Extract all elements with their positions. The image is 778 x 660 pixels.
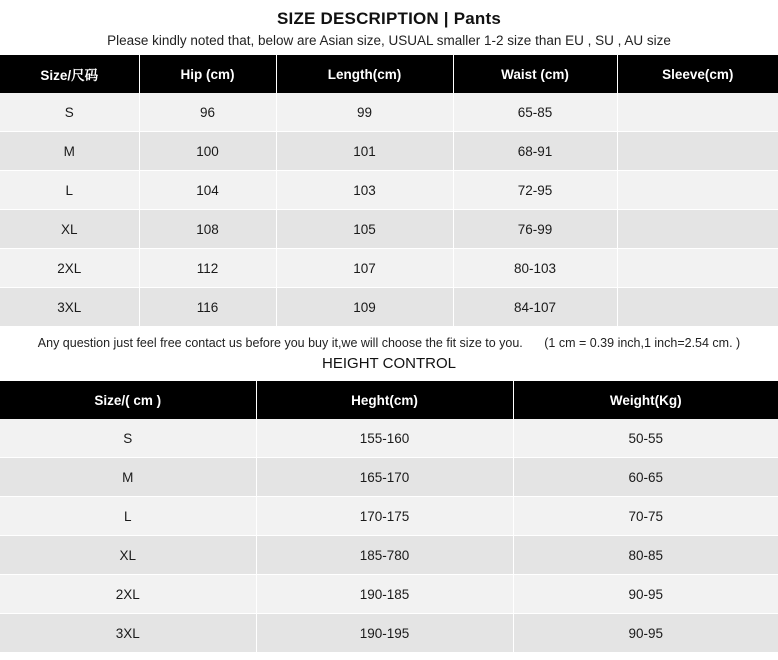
table-row [0,171,778,210]
cell-hip: 108 [139,210,276,249]
pants-size-table [0,55,778,327]
column-header-size: Size/( cm ) [0,381,256,419]
cell-sleeve [617,171,778,210]
cell-length: 109 [276,288,453,327]
cell-height: 170-175 [256,497,513,536]
footnote-text: Any question just feel free contact us before you buy it,we will choose the fit size to you. [37,336,523,350]
column-header-waist: Waist (cm) [453,55,617,93]
cell-length: 105 [276,210,453,249]
cell-sleeve [617,93,778,132]
cell-size: L [0,171,139,210]
cell-weight: 90-95 [513,614,778,653]
table-header-row [0,381,778,419]
cell-length: 103 [276,171,453,210]
cell-height: 190-195 [256,614,513,653]
cell-hip: 104 [139,171,276,210]
table-row [0,497,778,536]
table-row [0,210,778,249]
cell-weight: 80-85 [513,536,778,575]
cell-size: S [0,419,256,458]
page-title: SIZE DESCRIPTION | Pants [277,9,501,28]
cell-size: 2XL [0,575,256,614]
cell-length: 99 [276,93,453,132]
table-row [0,575,778,614]
height-control-table [0,381,778,653]
table-row [0,132,778,171]
cell-size: XL [0,536,256,575]
cell-size: L [0,497,256,536]
column-header-hip: Hip (cm) [139,55,276,93]
table-row [0,614,778,653]
cell-sleeve [617,210,778,249]
cell-weight: 60-65 [513,458,778,497]
cell-sleeve [617,288,778,327]
cell-waist: 72-95 [453,171,617,210]
cell-size: M [0,458,256,497]
cell-size: S [0,93,139,132]
column-header-height: Heght(cm) [256,381,513,419]
cell-sleeve [617,132,778,171]
cell-hip: 112 [139,249,276,288]
cell-size: 3XL [0,614,256,653]
column-header-weight: Weight(Kg) [513,381,778,419]
cell-weight: 50-55 [513,419,778,458]
cell-length: 107 [276,249,453,288]
cell-height: 185-780 [256,536,513,575]
cell-weight: 70-75 [513,497,778,536]
table-row [0,288,778,327]
cell-hip: 96 [139,93,276,132]
cell-size: 2XL [0,249,139,288]
table-row [0,419,778,458]
cell-height: 155-160 [256,419,513,458]
cell-size: XL [0,210,139,249]
cell-waist: 76-99 [453,210,617,249]
height-control-title: HEIGHT CONTROL [322,355,456,372]
unit-conversion-note: (1 cm = 0.39 inch,1 inch=2.54 cm. ) [544,336,741,350]
size-note: Please kindly noted that, below are Asian size, USUAL smaller 1-2 size than EU , SU , AU size [107,33,671,48]
column-header-length: Length(cm) [276,55,453,93]
table-header-row [0,55,778,93]
table-row [0,93,778,132]
cell-sleeve [617,249,778,288]
cell-hip: 116 [139,288,276,327]
cell-size: 3XL [0,288,139,327]
column-header-sleeve: Sleeve(cm) [617,55,778,93]
cell-waist: 80-103 [453,249,617,288]
table-row [0,249,778,288]
footnote [0,327,778,352]
cell-hip: 100 [139,132,276,171]
cell-waist: 65-85 [453,93,617,132]
cell-height: 165-170 [256,458,513,497]
column-header-size: Size/尺码 [0,55,139,93]
cell-size: M [0,132,139,171]
table-row [0,536,778,575]
cell-waist: 68-91 [453,132,617,171]
cell-height: 190-185 [256,575,513,614]
cell-weight: 90-95 [513,575,778,614]
cell-waist: 84-107 [453,288,617,327]
table-row [0,458,778,497]
cell-length: 101 [276,132,453,171]
